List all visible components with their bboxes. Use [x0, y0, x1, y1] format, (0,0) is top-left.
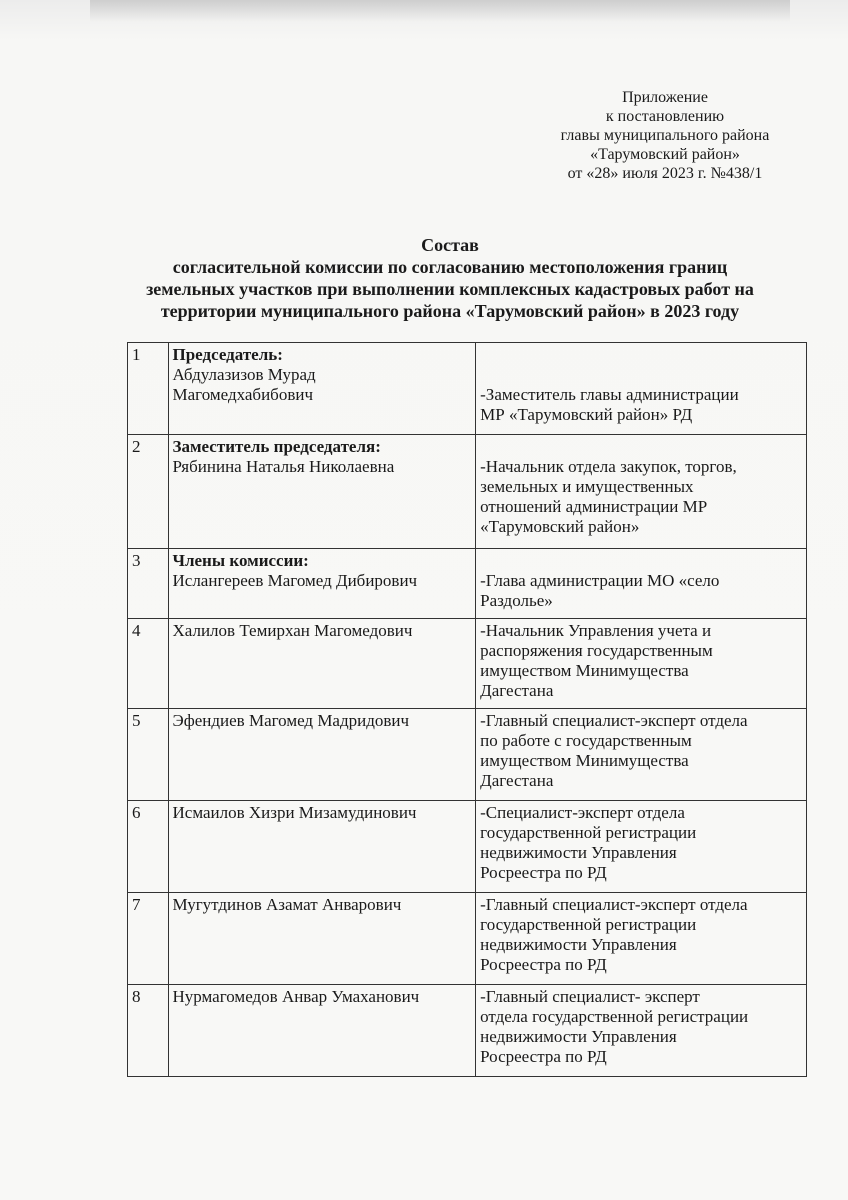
row-number: 6	[128, 801, 169, 893]
member-name: Абдулазизов Мурад	[172, 365, 316, 384]
member-name: Магомедхабибович	[172, 385, 314, 404]
row-number: 5	[128, 709, 169, 801]
member-position: -Начальник отдела закупок, торгов,	[480, 457, 737, 476]
member-name: Нурмагомедов Анвар Умаханович	[172, 987, 420, 1006]
row-number: 1	[128, 343, 169, 435]
member-position: Росреестра по РД	[480, 1047, 607, 1066]
title-line: территории муниципального района «Тарумовский район» в 2023 году	[160, 301, 740, 321]
member-position: -Глава администрации МО «село	[480, 571, 720, 590]
member-position: Дагестана	[480, 681, 554, 700]
member-name-cell	[168, 801, 476, 893]
member-name-cell	[168, 343, 476, 435]
member-position-cell	[476, 893, 807, 985]
member-position: недвижимости Управления	[480, 1027, 677, 1046]
row-spacer	[480, 365, 802, 385]
member-name: Мугутдинов Азамат Анварович	[172, 895, 402, 914]
member-role: Заместитель председателя:	[172, 437, 381, 456]
member-position: -Специалист-эксперт отдела	[480, 803, 685, 822]
member-position: государственной регистрации	[480, 915, 697, 934]
appendix-line: главы муниципального района	[560, 127, 770, 144]
role-spacer	[480, 345, 802, 365]
member-position-cell	[476, 343, 807, 435]
member-name-cell	[168, 549, 476, 619]
member-name: Исмаилов Хизри Мизамудинович	[172, 803, 417, 822]
table-row	[128, 619, 807, 709]
member-position: недвижимости Управления	[480, 843, 677, 862]
member-position: распоряжения государственным	[480, 641, 713, 660]
table-row	[128, 435, 807, 549]
member-position-cell	[476, 435, 807, 549]
member-position: отдела государственной регистрации	[480, 1007, 749, 1026]
member-position: МР «Тарумовский район» РД	[480, 405, 693, 424]
role-spacer	[480, 551, 802, 571]
member-name-cell	[168, 709, 476, 801]
member-position-cell	[476, 549, 807, 619]
member-position: имуществом Минимущества	[480, 661, 689, 680]
member-position: «Тарумовский район»	[480, 517, 640, 536]
member-position: отношений администрации МР	[480, 497, 708, 516]
member-name-cell	[168, 985, 476, 1077]
appendix-line: к постановлению	[605, 108, 725, 125]
member-position: Росреестра по РД	[480, 863, 607, 882]
member-name: Халилов Темирхан Магомедович	[172, 621, 413, 640]
appendix-line: «Тарумовский район»	[590, 146, 740, 163]
appendix-block	[500, 88, 830, 183]
member-role: Председатель:	[172, 345, 283, 364]
member-name: Рябинина Наталья Николаевна	[172, 457, 395, 476]
appendix-line: Приложение	[622, 89, 708, 106]
commission-rows	[128, 343, 807, 1077]
appendix-line: от «28» июля 2023 г. №438/1	[567, 165, 763, 182]
member-position: Раздолье»	[480, 591, 553, 610]
member-position-cell	[476, 619, 807, 709]
table-row	[128, 343, 807, 435]
title-line: согласительной комиссии по согласованию местоположения границ	[172, 257, 728, 277]
member-role: Члены комиссии:	[172, 551, 309, 570]
member-position: Дагестана	[480, 771, 554, 790]
member-position: Росреестра по РД	[480, 955, 607, 974]
member-position-cell	[476, 985, 807, 1077]
table-row	[128, 893, 807, 985]
scan-shadow	[90, 0, 790, 22]
row-number: 2	[128, 435, 169, 549]
member-position: -Главный специалист- эксперт	[480, 987, 700, 1006]
table-row	[128, 801, 807, 893]
row-number: 8	[128, 985, 169, 1077]
member-position: -Заместитель главы администрации	[480, 385, 739, 404]
member-name-cell	[168, 435, 476, 549]
member-position: недвижимости Управления	[480, 935, 677, 954]
member-position: -Начальник Управления учета и	[480, 621, 712, 640]
member-position: по работе с государственным	[480, 731, 692, 750]
table-row	[128, 709, 807, 801]
member-position-cell	[476, 801, 807, 893]
member-name: Ислангереев Магомед Дибирович	[172, 571, 418, 590]
document-title	[110, 234, 790, 322]
member-name-cell	[168, 619, 476, 709]
member-name-cell	[168, 893, 476, 985]
member-position: -Главный специалист-эксперт отдела	[480, 895, 748, 914]
title-line: земельных участков при выполнении комплексных кадастровых работ на	[146, 279, 754, 299]
member-position: земельных и имущественных	[480, 477, 694, 496]
title-main: Состав	[421, 235, 479, 255]
member-name: Эфендиев Магомед Мадридович	[172, 711, 410, 730]
member-position: государственной регистрации	[480, 823, 697, 842]
member-position: -Главный специалист-эксперт отдела	[480, 711, 748, 730]
member-position-cell	[476, 709, 807, 801]
row-number: 7	[128, 893, 169, 985]
row-number: 4	[128, 619, 169, 709]
table-row	[128, 549, 807, 619]
row-number: 3	[128, 549, 169, 619]
role-spacer	[480, 437, 802, 457]
member-position: имуществом Минимущества	[480, 751, 689, 770]
commission-table	[127, 342, 807, 1077]
table-row	[128, 985, 807, 1077]
